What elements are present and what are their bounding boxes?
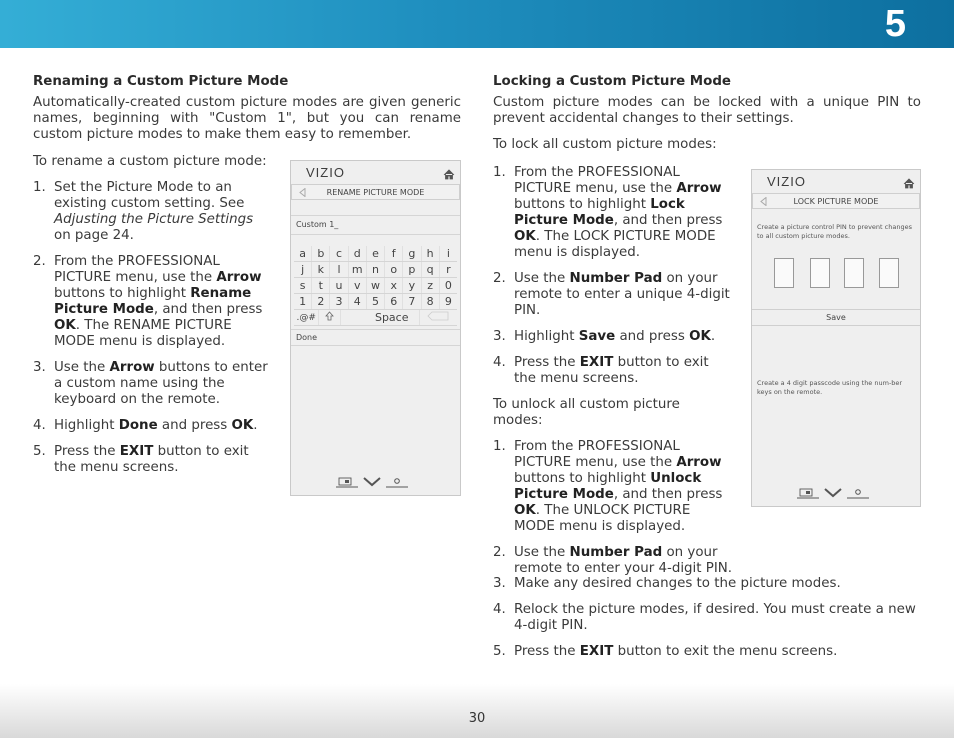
keyboard-key[interactable]: j	[294, 262, 312, 277]
keyboard-key[interactable]: z	[422, 278, 440, 293]
unlock-steps-wide	[493, 576, 923, 670]
chapter-header-bar	[0, 0, 954, 48]
list-item: 4. Press the EXIT button to exit the menu screens.	[493, 355, 709, 386]
keyboard-key[interactable]: 3	[330, 294, 348, 309]
list-item: 5. Press the EXIT button to exit the menu screens.	[33, 444, 249, 475]
lock-lead: To lock all custom picture modes:	[493, 137, 717, 152]
list-item: 4. Relock the picture modes, if desired. You must create a new 4-digit PIN.	[493, 602, 916, 633]
list-item: 1. Set the Picture Mode to an existing custom setting. See Adjusting the Picture Settings on page 24.	[33, 180, 254, 243]
screen-bottom-icons	[797, 484, 869, 503]
keyboard-row	[294, 262, 457, 278]
name-input-field[interactable]: Custom 1_	[291, 215, 460, 235]
keyboard-key[interactable]: 5	[367, 294, 385, 309]
list-item: 5. Press the EXIT button to exit the menu screens.	[493, 644, 838, 659]
page-number: 30	[468, 711, 486, 726]
keyboard-key[interactable]: n	[367, 262, 385, 277]
pin-digit-box[interactable]	[844, 258, 864, 288]
home-icon	[903, 174, 915, 193]
keyboard-key[interactable]: q	[422, 262, 440, 277]
home-icon	[443, 165, 455, 184]
keyboard-key[interactable]: d	[349, 246, 367, 261]
keyboard-key[interactable]: s	[294, 278, 312, 293]
back-arrow-icon	[299, 188, 306, 199]
keyboard-key[interactable]: 2	[312, 294, 330, 309]
backspace-key[interactable]	[420, 310, 458, 325]
lock-steps	[493, 165, 733, 587]
pin-instruction-text: Create a picture control PIN to prevent changes to all custom picture modes.	[757, 223, 912, 240]
keyboard-key[interactable]: 8	[422, 294, 440, 309]
keyboard-key[interactable]: c	[330, 246, 348, 261]
vizio-logo: VIZIO	[306, 165, 345, 180]
keyboard-key[interactable]: a	[294, 246, 312, 261]
pin-digit-box[interactable]	[774, 258, 794, 288]
gear-icon	[847, 484, 869, 503]
wide-icon	[797, 484, 819, 503]
symbols-key[interactable]: .@#	[294, 310, 319, 325]
keyboard-key[interactable]: w	[367, 278, 385, 293]
keyboard-key[interactable]: y	[403, 278, 421, 293]
rename-intro: Automatically-created custom picture modes are given generic names, beginning with "Custom 1", but you can rename custom picture modes to make them easy to remember.	[33, 95, 461, 142]
back-arrow-icon	[760, 197, 767, 208]
keyboard-key[interactable]: k	[312, 262, 330, 277]
keyboard-special-row	[294, 310, 457, 326]
shift-key[interactable]	[319, 310, 341, 325]
keyboard-key[interactable]: t	[312, 278, 330, 293]
rename-heading: Renaming a Custom Picture Mode	[33, 74, 289, 89]
list-item: 3. Make any desired changes to the picture modes.	[493, 576, 841, 591]
pin-digit-box[interactable]	[879, 258, 899, 288]
list-item: 3. Use the Arrow buttons to enter a custom name using the keyboard on the remote.	[33, 360, 268, 407]
keyboard-key[interactable]: o	[385, 262, 403, 277]
list-item: 2. Use the Number Pad on your remote to enter a unique 4-digit PIN.	[493, 271, 730, 318]
keyboard-key[interactable]: m	[349, 262, 367, 277]
keyboard-key[interactable]: g	[403, 246, 421, 261]
keyboard-key[interactable]: v	[349, 278, 367, 293]
lock-menu-screenshot	[751, 169, 921, 507]
unlock-lead: To unlock all custom picture modes:	[493, 397, 680, 428]
keyboard-key[interactable]: u	[330, 278, 348, 293]
keyboard-key[interactable]: 7	[403, 294, 421, 309]
chevron-down-icon	[362, 473, 382, 492]
keyboard-key[interactable]: f	[385, 246, 403, 261]
lock-intro: Custom picture modes can be locked with a unique PIN to prevent accidental changes to their settings.	[493, 95, 921, 126]
rename-steps	[33, 154, 271, 486]
lock-section	[493, 74, 921, 163]
keyboard-key[interactable]: 9	[444, 295, 452, 308]
keyboard-key[interactable]: e	[367, 246, 385, 261]
keyboard-row	[294, 294, 457, 310]
save-button[interactable]: Save	[752, 309, 920, 326]
list-item: 2. From the PROFESSIONAL PICTURE menu, use the Arrow buttons to highlight Rename Picture Mode, and then press OK. The RENAME PICTURE MODE menu is displayed.	[33, 254, 263, 349]
rename-menu-screenshot	[290, 160, 461, 496]
screen-bottom-icons	[336, 473, 408, 492]
rename-lead: To rename a custom picture mode:	[33, 154, 267, 169]
pin-digit-box[interactable]	[810, 258, 830, 288]
vizio-logo: VIZIO	[767, 174, 806, 189]
gear-icon	[386, 473, 408, 492]
keyboard-key[interactable]: 4	[349, 294, 367, 309]
chevron-down-icon	[823, 484, 843, 503]
keyboard-row	[294, 246, 457, 262]
keyboard-key[interactable]: i	[446, 247, 450, 260]
keyboard-key[interactable]: p	[403, 262, 421, 277]
keyboard-row	[294, 278, 457, 294]
list-item: 3. Highlight Save and press OK.	[493, 329, 716, 344]
list-item: 1. From the PROFESSIONAL PICTURE menu, use the Arrow buttons to highlight Lock Picture Mode, and then press OK. The LOCK PICTURE MODE menu is displayed.	[493, 165, 723, 260]
wide-icon	[336, 473, 358, 492]
keyboard-key[interactable]: 6	[385, 294, 403, 309]
done-button[interactable]: Done	[291, 329, 460, 346]
keyboard-key[interactable]: x	[385, 278, 403, 293]
keyboard-key[interactable]: 0	[444, 279, 452, 292]
keyboard-key[interactable]: r	[446, 263, 451, 276]
space-key[interactable]: Space	[341, 310, 420, 325]
list-item: 1. From the PROFESSIONAL PICTURE menu, use the Arrow buttons to highlight Unlock Picture Mode, and then press OK. The UNLOCK PICTURE MODE menu is displayed.	[493, 439, 723, 534]
list-item: 4. Highlight Done and press OK.	[33, 418, 258, 433]
keyboard-key[interactable]: 1	[294, 294, 312, 309]
chapter-number: 5	[884, 3, 906, 45]
menu-title-bar: RENAME PICTURE MODE	[291, 184, 460, 200]
passcode-help-text: Create a 4 digit passcode using the num-ber keys on the remote.	[757, 379, 903, 396]
onscreen-keyboard	[294, 246, 457, 326]
keyboard-key[interactable]: b	[312, 246, 330, 261]
keyboard-key[interactable]: h	[422, 246, 440, 261]
lock-heading: Locking a Custom Picture Mode	[493, 74, 732, 89]
menu-title-bar: LOCK PICTURE MODE	[752, 193, 920, 209]
rename-section	[33, 74, 461, 153]
keyboard-key[interactable]: l	[330, 262, 348, 277]
list-item: 2. Use the Number Pad on your remote to enter your 4-digit PIN.	[493, 545, 733, 576]
